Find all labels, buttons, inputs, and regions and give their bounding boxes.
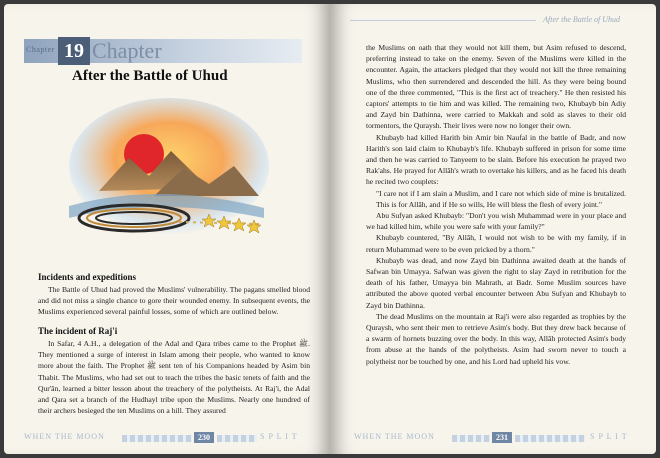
footer-title: WHEN THE MOON <box>24 432 105 441</box>
running-head: After the Battle of Uhud <box>543 15 620 24</box>
chapter-small-label: Chapter <box>26 45 55 54</box>
running-head-rule <box>350 20 536 21</box>
footer-bar <box>515 435 585 442</box>
footer-title: WHEN THE MOON <box>354 432 435 441</box>
section-body-incidents <box>38 284 310 318</box>
footer-split: S P L I T <box>260 432 298 441</box>
page-number: 230 <box>194 432 214 443</box>
section-body-raji <box>38 338 310 416</box>
paragraph: The dead Muslims on the mountain at Raj'i were also regarded as trophies by the Quraysh, who sent their men to retrieve Asim's body. But they drew back because of a swarm of hornets buzzing over the body. In this way, Allāh protected Asim's body from abuse at the hands of the polytheists. Asim had sworn never to touch a polytheist nor be touched by one, and his Lord had upheld his vow. <box>366 311 626 366</box>
paragraph: The Battle of Uhud had proved the Muslims' vulnerability. The pagans smelled blood and did not miss a single chance to gore their wounded enemy. In subsequent events, the Muslims experienced several painful losses, some of which are outlined below. <box>38 285 310 317</box>
chapter-number: 19 <box>58 37 90 65</box>
section-heading-raji: The incident of Raj'i <box>38 326 118 336</box>
section-heading-incidents: Incidents and expeditions <box>38 272 137 282</box>
chapter-illustration <box>59 96 269 256</box>
paragraph: Khubayb countered, "By Allāh, I would not wish to be with my family, if in return Muhammad were to be even pricked by a thorn." <box>366 233 626 254</box>
paragraph: In Safar, 4 A.H., a delegation of the Adal and Qara tribes came to the Prophet ﷺ. They mentioned a surge of interest in Islam among their people, who wanted to know more about the faith. The Prophet ﷺ sent ten of his Companions headed by Asim bin Thabit. The Muslims, who had set out to teach the tribes the basic tenets of faith and the Qur'ān, learned a bitter lesson about the treachery of the polytheists. At Raj'i, the Adal and Qara set a branch of the Hudhayl tribe upon the Muslims. Nearly one hundred of their archers besieged the ten Muslims on a hill. They assured <box>38 339 311 416</box>
footer-bar <box>122 435 192 442</box>
paragraph: Abu Sufyan asked Khubayb: "Don't you wish Muhammad were in your place and we had killed him, while you were safe with your family?" <box>366 211 626 232</box>
left-page <box>4 4 330 454</box>
book-spread <box>4 4 656 454</box>
quote-paragraph: "I care not if I am slain a Muslim, and I care not which side of mine is brutalized. This is for Allāh, and if He so wills, He will bless the flesh of every joint." <box>376 188 626 209</box>
paragraph: Khubayb had killed Harith bin Amir bin Naufal in the battle of Badr, and now Harith's son laid claim to Khubayb's life. Khubayb suffered in prison for some time and then he was carried to Tanyeem to be slain. Before his execution he prayed two Rak'ahs. He prayed for Allāh's wrath to overtake his killers, and as he faced his death he recited two couplets: <box>366 132 626 187</box>
right-footer <box>354 432 654 444</box>
right-body <box>366 42 626 367</box>
paragraph: the Muslims on oath that they would not kill them, but Asim refused to descend, preferring instead to take on the enemy. Seven of the Muslims were killed in the encounter. Again, the attackers pledged that they would not kill the three remaining Muslims, who then surrendered and descended the hill. As they were being bound one of the three commented, "This is the first act of treachery." He then resisted his captors' attempts to tie him and was killed. The remaining two, Khubayb bin Adiy and Zayd bin Dathinna, were carried to Makkah and sold as slaves to their old tormentors, the Quraysh. Their lives were now no longer their own. <box>366 43 626 131</box>
paragraph: Khubayb was dead, and now Zayd bin Dathinna awaited death at the hands of Safwan bin Umayya. Safwan was given the right to slay Zayd in retribution for the death of his father, Umayya bin Mahrath, at Badr. Some Muslim sources have attributed the above quoted verbal encounter between Abu Sufyan and Khubayb to Zayd bin Dathinna. <box>366 255 626 310</box>
footer-bar <box>217 435 257 442</box>
footer-bar <box>452 435 490 442</box>
page-number: 231 <box>492 432 512 443</box>
footer-split: S P L I T <box>590 432 628 441</box>
left-footer <box>24 432 324 444</box>
chapter-word: Chapter <box>92 38 162 63</box>
chapter-title: After the Battle of Uhud <box>72 68 228 84</box>
right-page <box>330 4 656 454</box>
